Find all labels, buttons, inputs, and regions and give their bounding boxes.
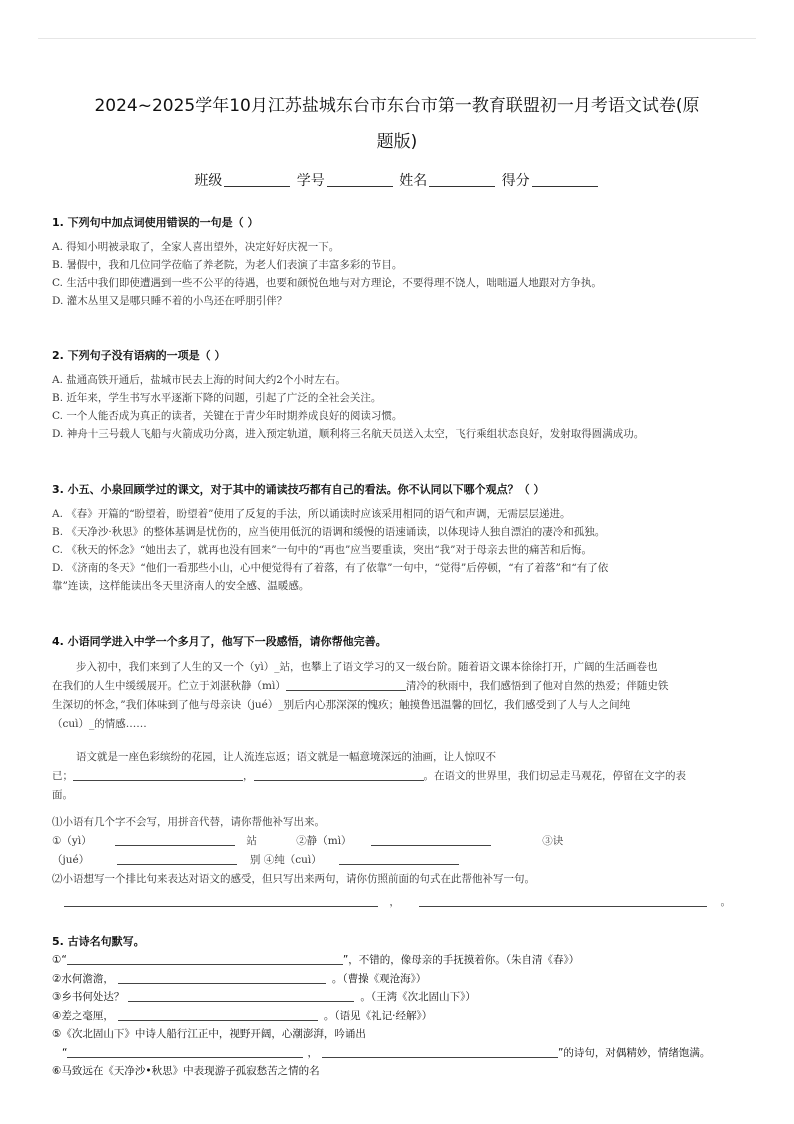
poem-line-1: ①“ ”，不错的，像母亲的手抚摸着你。（朱自清《春》） <box>52 954 580 966</box>
question-2-option-d[interactable]: D. 神舟十三号载人飞船与火箭成功分离，进入预定轨道，顺利将三名航天员送入太空，飞行乘组状态良好，发射取得圆满成功。 <box>52 428 645 440</box>
question-2-option-a[interactable]: A. 盐通高铁开通后，盐城市民去上海的时间大约2个小时左右。 <box>52 374 346 386</box>
question-3-option-a[interactable]: A. 《春》开篇的“盼望着，盼望着”使用了反复的手法，所以诵读时应该采用相同的语气和声调，无需层层递进。 <box>52 508 571 520</box>
student-info-line <box>0 170 794 190</box>
pinyin-answer-4[interactable] <box>339 852 459 865</box>
pinyin-answer-3[interactable] <box>117 852 237 865</box>
id-field[interactable] <box>327 172 393 187</box>
header-divider <box>38 38 756 39</box>
question-3-option-c[interactable]: C. 《秋天的怀念》“她出去了，就再也没有回来”一句中的“再也”应当要重读，突出“我”对于母亲去世的痛苦和后悔。 <box>52 544 593 556</box>
page-title <box>60 88 734 160</box>
poem-line-6: “ ， ”的诗句，对偶精妙，情绪饱满。 <box>62 1046 711 1059</box>
poem-blank-5[interactable] <box>67 1045 303 1058</box>
passage-2-line-1: 语文就是一座色彩缤纷的花园，让人流连忘返；语文就是一幅意境深远的油画，让人惊叹不 <box>76 751 496 763</box>
poem-blank-3[interactable] <box>128 989 354 1002</box>
pinyin-row-2: （jué） 别 ④纯（cuì） <box>52 851 754 870</box>
question-1-option-b[interactable]: B. 暑假中，我和几位同学莅临了养老院，为老人们表演了丰富多彩的节目。 <box>52 259 403 271</box>
passage-blank-1 <box>286 678 406 691</box>
poem-blank-1[interactable] <box>67 952 343 965</box>
parallel-sentence-row: ， 。 <box>52 893 754 912</box>
class-field[interactable] <box>224 172 290 187</box>
question-1-stem: 1. 下列句中加点词使用错误的一句是（ ） <box>52 216 259 229</box>
sub-question-1: ⑴小语有几个字不会写，用拼音代替，请你帮他补写出来。 <box>52 816 325 828</box>
question-3-option-d-cont: 靠”连读，这样能读出冬天里济南人的安全感、温暖感。 <box>52 580 310 592</box>
sub-question-2: ⑵小语想写一个排比句来表达对语文的感受，但只写出来两句，请你仿照前面的句式在此帮他补写一句。 <box>52 873 535 885</box>
question-2-stem: 2. 下列句子没有语病的一项是（ ） <box>52 349 226 362</box>
poem-line-7: ⑥马致远在《天净沙•秋思》中表现游子孤寂愁苦之情的名 <box>52 1065 320 1077</box>
question-2 <box>52 347 754 443</box>
score-field[interactable] <box>532 172 598 187</box>
question-2-option-c[interactable]: C. 一个人能否成为真正的读者，关键在于青少年时期养成良好的阅读习惯。 <box>52 410 403 422</box>
question-1 <box>52 214 754 310</box>
score-label: 得分 <box>501 173 530 189</box>
parallel-sentence-blank-1[interactable] <box>64 894 378 907</box>
poem-blank-2[interactable] <box>118 971 326 984</box>
poem-line-4: ④差之毫厘， 。（语见《礼记·经解》） <box>52 1009 433 1022</box>
poem-line-5: ⑤《次北固山下》中诗人船行江正中，视野开阔，心潮澎湃，吟诵出 <box>52 1028 366 1040</box>
class-label: 班级 <box>194 173 223 189</box>
sentence-blank-1[interactable] <box>73 768 243 781</box>
question-3 <box>52 481 754 595</box>
question-2-option-b[interactable]: B. 近年来，学生书写水平逐渐下降的问题，引起了广泛的全社会关注。 <box>52 392 382 404</box>
title-line-2: 题版) <box>376 132 418 152</box>
pinyin-row-1: ①（yì） 站 ②静（mì） ③诀 <box>52 835 564 847</box>
passage-2-line-3: 面。 <box>52 789 73 801</box>
passage-line-2: 在我们的人生中缓缓展开。伫立于刘湛秋静（mì） 清冷的秋雨中，我们感悟到了他对自然的热爱；伴随史铁 <box>52 680 669 692</box>
question-3-option-b[interactable]: B. 《天净沙·秋思》的整体基调是忧伤的，应当使用低沉的语调和缓慢的语速诵读，以体现诗人独自漂泊的凄冷和孤独。 <box>52 526 606 538</box>
question-1-option-d[interactable]: D. 灌木丛里又是哪只睡不着的小鸟还在呼朋引伴？ <box>52 295 288 307</box>
sentence-blank-2[interactable] <box>254 768 424 781</box>
question-4-stem: 4. 小语同学进入中学一个多月了，他写下一段感悟，请你帮他完善。 <box>52 635 387 648</box>
passage-line-3: 生深切的怀念，”我们体味到了他与母亲诀（jué）_别后内心那深深的愧疚；触摸鲁迅温馨的回忆，我们感受到了人与人之间纯 <box>52 699 631 711</box>
question-5-stem: 5. 古诗名句默写。 <box>52 935 145 948</box>
poem-blank-6[interactable] <box>322 1045 558 1058</box>
name-field[interactable] <box>429 172 495 187</box>
passage-line-1: 步入初中，我们来到了人生的又一个（yì）_站，也攀上了语文学习的又一级台阶。随着语文课本徐徐打开，广阔的生活画卷也 <box>76 661 658 673</box>
passage-2-line-2: 已； ， 。在语文的世界里，我们切忌走马观花，停留在文字的表 <box>52 770 686 782</box>
question-1-option-a[interactable]: A. 得知小明被录取了，全家人喜出望外，决定好好庆祝一下。 <box>52 241 340 253</box>
pinyin-answer-2[interactable] <box>371 833 491 846</box>
question-5 <box>52 933 754 1081</box>
question-4 <box>52 633 754 912</box>
poem-blank-4[interactable] <box>118 1008 318 1021</box>
question-3-option-d[interactable]: D. 《济南的冬天》“他们一看那些小山，心中便觉得有了着落，有了依靠”一句中，“觉得”后停顿，“有了着落”和“有了依 <box>52 562 609 574</box>
pinyin-answer-1[interactable] <box>115 833 235 846</box>
question-1-option-c[interactable]: C. 生活中我们即使遭遇到一些不公平的待遇，也要和颜悦色地与对方理论，不要得理不饶人，咄咄逼人地跟对方争执。 <box>52 277 602 289</box>
question-3-stem: 3. 小五、小泉回顾学过的课文，对于其中的诵读技巧都有自己的看法。你不认同以下哪个观点？（ ） <box>52 483 545 496</box>
name-label: 姓名 <box>399 173 428 189</box>
poem-line-3: ③乡书何处达？ 。（王湾《次北固山下》） <box>52 991 476 1003</box>
parallel-sentence-blank-2[interactable] <box>419 894 707 907</box>
id-label: 学号 <box>296 173 325 189</box>
poem-line-2: ②水何澹澹， 。（曹操《观沧海》） <box>52 972 427 985</box>
title-line-1: 2024~2025学年10月江苏盐城东台市东台市第一教育联盟初一月考语文试卷(原 <box>94 96 700 116</box>
passage-line-4: （cuì）_的情感…… <box>52 718 147 730</box>
